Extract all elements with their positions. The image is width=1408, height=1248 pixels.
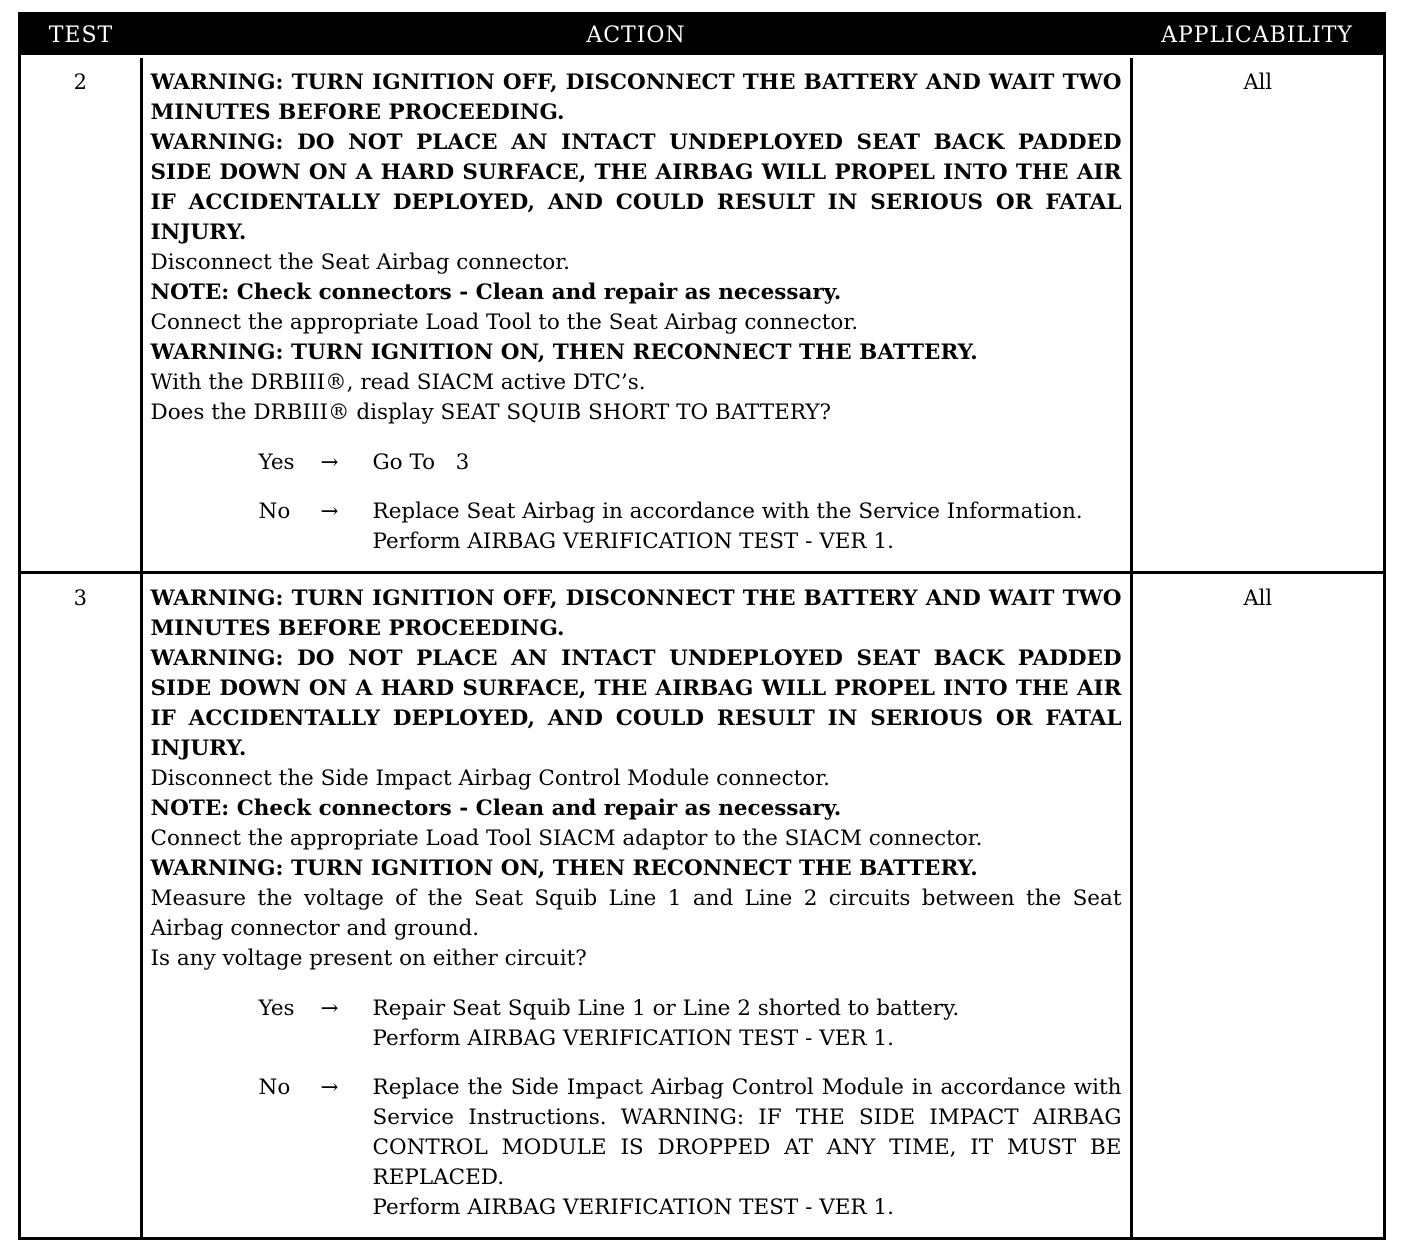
branch-no	[259, 497, 1122, 557]
right-arrow-icon: →	[320, 450, 339, 475]
step-text: Disconnect the Side Impact Airbag Control Module connector.	[150, 766, 830, 791]
branch-text	[373, 994, 1122, 1054]
table-header-row	[21, 15, 1383, 57]
branch-line: Replace Seat Airbag in accordance with the Service Information.	[372, 499, 1083, 524]
branch-text	[373, 1073, 1122, 1223]
warning-ignition-on: WARNING: TURN IGNITION ON, THEN RECONNECT THE BATTERY.	[150, 340, 978, 365]
warning-seat-back: WARNING: DO NOT PLACE AN INTACT UNDEPLOYED SEAT BACK PADDED SIDE DOWN ON A HARD SURFACE, THE AIRBAG WILL PROPEL INTO THE AIR IF ACCIDENTALLY DEPLOYED, AND COULD RESULT IN SERIOUS OR FATAL INJURY.	[150, 646, 1122, 761]
header-applicability: APPLICABILITY	[1131, 15, 1383, 57]
note-connectors: NOTE: Check connectors - Clean and repair as necessary.	[150, 796, 842, 821]
branch-yes	[259, 994, 1122, 1054]
branch-line: Perform AIRBAG VERIFICATION TEST - VER 1.	[372, 529, 894, 554]
header-test: TEST	[21, 15, 141, 57]
right-arrow-icon: →	[320, 996, 339, 1021]
branch-line: Replace the Side Impact Airbag Control Module in accordance with Service Instructions. WARNING: IF THE SIDE IMPACT AIRBAG CONTROL MODULE IS DROPPED AT ANY TIME, IT MUST BE REPLACED.	[372, 1075, 1122, 1190]
diagnostic-table	[18, 12, 1386, 1240]
warning-ignition-off: WARNING: TURN IGNITION OFF, DISCONNECT THE BATTERY AND WAIT TWO MINUTES BEFORE PROCEEDING.	[150, 70, 1122, 125]
action-cell	[141, 57, 1131, 573]
branch-text	[373, 497, 1122, 557]
step-text: Measure the voltage of the Seat Squib Line 1 and Line 2 circuits between the Seat Airbag connector and ground.	[150, 886, 1122, 941]
test-action-table	[21, 15, 1383, 1237]
question-text: Is any voltage present on either circuit?	[150, 946, 587, 971]
header-action: ACTION	[141, 15, 1131, 57]
note-connectors: NOTE: Check connectors - Clean and repair as necessary.	[150, 280, 842, 305]
branch-line: Perform AIRBAG VERIFICATION TEST - VER 1.	[372, 1195, 894, 1220]
action-cell	[141, 573, 1131, 1238]
question-text: Does the DRBIII® display SEAT SQUIB SHORT TO BATTERY?	[150, 400, 832, 425]
branch-text	[373, 448, 1122, 478]
branch-label: Yes	[258, 996, 295, 1021]
branch-label: No	[258, 499, 291, 524]
table-row	[21, 57, 1383, 573]
step-text: Connect the appropriate Load Tool SIACM adaptor to the SIACM connector.	[150, 826, 983, 851]
step-text: With the DRBIII®, read SIACM active DTC’s.	[150, 370, 646, 395]
warning-ignition-off: WARNING: TURN IGNITION OFF, DISCONNECT THE BATTERY AND WAIT TWO MINUTES BEFORE PROCEEDING.	[150, 586, 1122, 641]
table-row	[21, 573, 1383, 1238]
branch-label: No	[258, 1075, 291, 1100]
branch-line: Perform AIRBAG VERIFICATION TEST - VER 1.	[372, 1026, 894, 1051]
branch-yes	[259, 448, 1122, 478]
warning-seat-back: WARNING: DO NOT PLACE AN INTACT UNDEPLOYED SEAT BACK PADDED SIDE DOWN ON A HARD SURFACE, THE AIRBAG WILL PROPEL INTO THE AIR IF ACCIDENTALLY DEPLOYED, AND COULD RESULT IN SERIOUS OR FATAL INJURY.	[150, 130, 1122, 245]
step-text: Disconnect the Seat Airbag connector.	[150, 250, 570, 275]
branch-line: Repair Seat Squib Line 1 or Line 2 shorted to battery.	[372, 996, 960, 1021]
applicability-value: All	[1131, 57, 1383, 573]
right-arrow-icon: →	[320, 1075, 339, 1100]
test-number: 3	[21, 573, 141, 1238]
step-text: Connect the appropriate Load Tool to the Seat Airbag connector.	[150, 310, 859, 335]
branch-line: Go To 3	[372, 450, 470, 475]
applicability-value: All	[1131, 573, 1383, 1238]
warning-ignition-on: WARNING: TURN IGNITION ON, THEN RECONNECT THE BATTERY.	[150, 856, 978, 881]
branch-no	[259, 1073, 1122, 1223]
test-number: 2	[21, 57, 141, 573]
right-arrow-icon: →	[320, 499, 339, 524]
branch-label: Yes	[258, 450, 295, 475]
